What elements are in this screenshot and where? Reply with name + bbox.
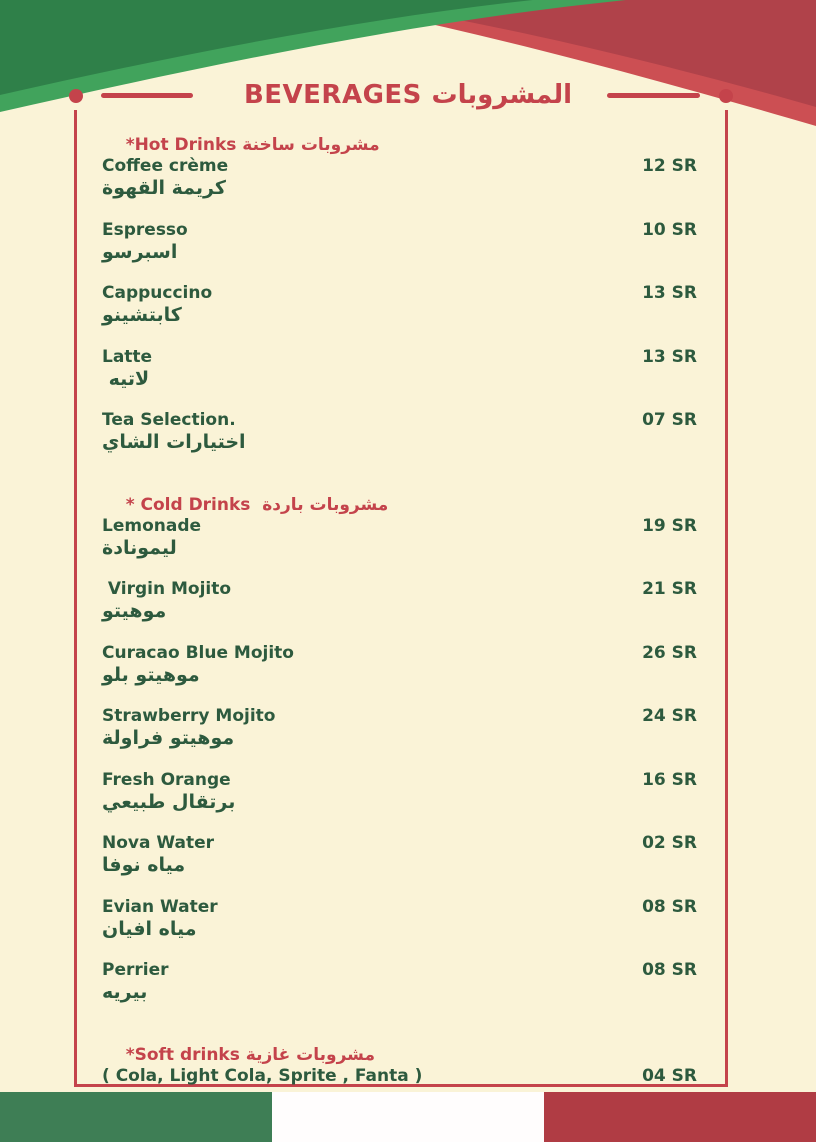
title-dot-right-icon [719, 89, 733, 103]
item-name-en: Strawberry Mojito [102, 706, 276, 726]
menu-item-row [77, 1066, 725, 1087]
item-price: 02 SR [642, 833, 697, 853]
item-price: 07 SR [642, 410, 697, 430]
page-title: BEVERAGES المشروبات [243, 80, 573, 110]
item-name-en: Curacao Blue Mojito [102, 642, 294, 663]
item-name-ar: كريمة القهوة [102, 177, 226, 199]
item-name-ar: موهيتو [102, 600, 167, 622]
item-price: 13 SR [642, 283, 697, 303]
item-price: 12 SR [642, 156, 697, 176]
menu-entries [77, 110, 725, 1084]
menu-item-row [77, 410, 725, 454]
menu-item-row [77, 770, 725, 814]
item-name-ar: برتقال طبيعي [102, 790, 236, 813]
menu-item-row [77, 220, 725, 264]
item-name-ar: اسبرسو [102, 240, 178, 263]
item-name-ar: مياه افيان [102, 917, 197, 940]
item-price: 04 SR [642, 1065, 697, 1086]
item-name-en: Tea Selection. [102, 410, 236, 430]
section-label: *Hot Drinks مشروبات ساخنة [125, 135, 380, 155]
item-name-en: Fresh Orange [102, 769, 231, 790]
flag-band-white [272, 1092, 544, 1142]
menu-item-row [77, 283, 725, 327]
item-name-ar: موهيتو بلو [102, 663, 200, 686]
item-price: 08 SR [642, 960, 697, 980]
menu-item-row [77, 706, 725, 750]
menu-item-row [77, 579, 725, 623]
item-name-en: Perrier [102, 960, 169, 980]
item-name-ar: ليمونادة [102, 536, 177, 559]
flag-band-red [544, 1092, 816, 1142]
menu-item-row [77, 347, 725, 391]
item-price: 16 SR [642, 769, 697, 790]
title-rule-right [607, 93, 700, 98]
item-price: 10 SR [642, 219, 697, 240]
item-name-en: Lemonade [102, 515, 202, 536]
section-label: * Cold Drinks مشروبات باردة [125, 494, 389, 515]
menu-item-row [77, 516, 725, 560]
item-name-ar: موهيتو فراولة [102, 727, 235, 749]
menu-box [74, 110, 728, 1087]
item-name-en: Evian Water [102, 896, 218, 917]
item-name-en: Nova Water [102, 833, 215, 853]
menu-item-row [77, 897, 725, 941]
item-name-ar: بيريه [102, 981, 148, 1003]
item-price: 08 SR [642, 896, 697, 917]
item-name-en: Coffee crème [102, 156, 229, 176]
item-name-en: Virgin Mojito [102, 579, 232, 599]
item-name-en: Latte [102, 346, 153, 367]
menu-item-row [77, 833, 725, 877]
item-name-ar: مياه نوفا [102, 854, 186, 876]
flag-band-green [0, 1092, 272, 1142]
item-price: 24 SR [642, 706, 697, 726]
menu-item-row [77, 960, 725, 1004]
item-name-ar: لاتيه [102, 367, 150, 390]
item-name-en: Cappuccino [102, 283, 213, 303]
item-price: 26 SR [642, 642, 697, 663]
item-name-ar: اختيارات الشاي [102, 431, 246, 453]
menu-item-row [77, 643, 725, 687]
item-price: 13 SR [642, 346, 697, 367]
section-label: *Soft drinks مشروبات غازية [125, 1044, 375, 1065]
footer-flag-stripe [0, 1092, 816, 1142]
item-price: 21 SR [642, 579, 697, 599]
item-price: 19 SR [642, 515, 697, 536]
menu-item-row [77, 156, 725, 200]
item-name-en: Espresso [102, 219, 188, 240]
item-name-ar: كابتشينو [102, 304, 182, 326]
item-name-en: ( Cola, Light Cola, Sprite , Fanta ) [102, 1065, 423, 1086]
